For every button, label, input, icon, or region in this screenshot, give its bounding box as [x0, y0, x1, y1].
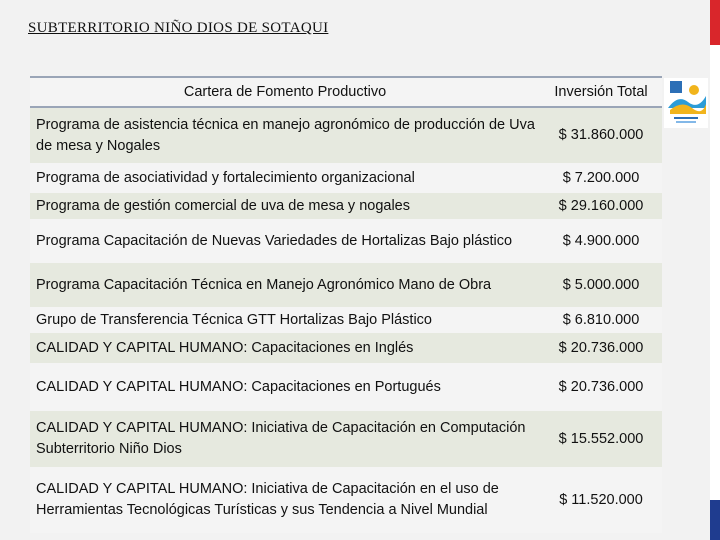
program-cell: Programa Capacitación Técnica en Manejo Agronómico Mano de Obra: [30, 263, 540, 307]
column-header-amount: Inversión Total: [540, 77, 662, 107]
program-cell: Programa de asistencia técnica en manejo agronómico de producción de Uva de mesa y Nogales: [30, 107, 540, 163]
amount-cell: $ 29.160.000: [540, 193, 662, 219]
program-cell: CALIDAD Y CAPITAL HUMANO: Iniciativa de Capacitación en el uso de Herramientas Tecnológicas Turísticas y sus Tendencia a Nivel Mundial: [30, 467, 540, 533]
program-cell: CALIDAD Y CAPITAL HUMANO: Capacitaciones en Portugués: [30, 363, 540, 411]
table-row: [30, 163, 662, 193]
program-cell: Programa de asociatividad y fortalecimiento organizacional: [30, 163, 540, 193]
amount-cell: $ 15.552.000: [540, 411, 662, 467]
table-row: [30, 107, 662, 163]
table-row: [30, 363, 662, 411]
program-cell: Grupo de Transferencia Técnica GTT Hortalizas Bajo Plástico: [30, 307, 540, 333]
amount-cell: $ 20.736.000: [540, 333, 662, 363]
table-row: [30, 307, 662, 333]
amount-cell: $ 20.736.000: [540, 363, 662, 411]
amount-cell: $ 6.810.000: [540, 307, 662, 333]
flag-stripe-blue: [710, 500, 720, 540]
amount-cell: $ 7.200.000: [540, 163, 662, 193]
table-row: [30, 333, 662, 363]
program-cell: CALIDAD Y CAPITAL HUMANO: Capacitaciones en Inglés: [30, 333, 540, 363]
amount-cell: $ 4.900.000: [540, 219, 662, 263]
amount-cell: $ 31.860.000: [540, 107, 662, 163]
flag-stripe-white: [710, 45, 720, 500]
table-row: [30, 411, 662, 467]
program-cell: Programa de gestión comercial de uva de mesa y nogales: [30, 193, 540, 219]
program-cell: CALIDAD Y CAPITAL HUMANO: Iniciativa de Capacitación en Computación Subterritorio Niño Dios: [30, 411, 540, 467]
investment-table: [30, 76, 662, 533]
regional-government-logo-icon: [664, 78, 708, 128]
column-header-program: Cartera de Fomento Productivo: [30, 77, 540, 107]
flag-stripe-red: [710, 0, 720, 45]
table-row: [30, 193, 662, 219]
program-cell: Programa Capacitación de Nuevas Variedades de Hortalizas Bajo plástico: [30, 219, 540, 263]
amount-cell: $ 5.000.000: [540, 263, 662, 307]
table-header-row: [30, 77, 662, 107]
table-row: [30, 467, 662, 533]
table-row: [30, 263, 662, 307]
page-title: SUBTERRITORIO NIÑO DIOS DE SOTAQUI: [28, 20, 329, 36]
amount-cell: $ 11.520.000: [540, 467, 662, 533]
table-row: [30, 219, 662, 263]
